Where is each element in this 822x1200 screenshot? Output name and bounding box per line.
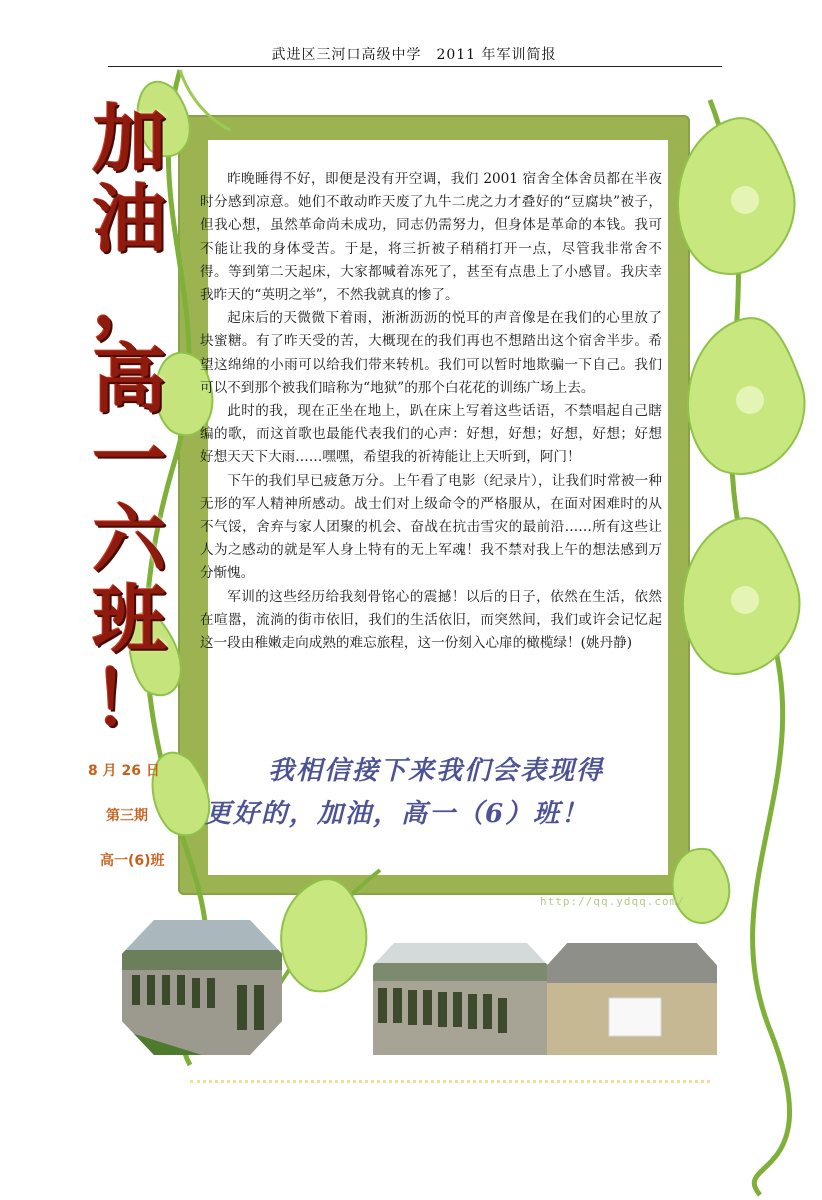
article-paragraph: 下午的我们早已疲惫万分。上午看了电影（纪录片），让我们时常被一种无形的军人精神所感动。战士们对上级命令的严格服从，在面对困难时的从不气馁，舍弃与家人团聚的机会、奋战在抗击雪灾的最前沿……所有这些让人为之感动的就是军人身上特有的无上军魂！我不禁对我上午的想法感到万分惭愧。 bbox=[200, 472, 662, 582]
training-photo-1 bbox=[122, 920, 282, 1055]
issue-number: 第三期 bbox=[106, 808, 148, 824]
training-photo-2 bbox=[373, 943, 548, 1055]
big-title-char: 班 bbox=[92, 577, 167, 663]
bottom-dotted-border bbox=[190, 1080, 710, 1083]
big-title-char: 油 bbox=[92, 177, 167, 263]
big-title-char: ， bbox=[92, 257, 167, 343]
newsletter-header: 武进区三河口高级中学 2011 年军训简报 bbox=[271, 47, 557, 63]
big-title bbox=[82, 97, 177, 743]
article-paragraph: 昨晚睡得不好，即便是没有开空调，我们 2001 宿舍全体舍员都在半夜时分感到凉意。她们不敢动昨天废了九牛二虎之力才叠好的“豆腐块”被子，但我心想，虽然革命尚未成功，同志仍需努力，但身体是革命的本钱。我可不能让我的身体受苦。于是，将三折被子稍稍打开一点，尽管我非常舍不得。等到第二天起床，大家都喊着冻死了，甚至有点患上了小感冒。我庆幸我昨天的“英明之举”，不然我就真的惨了。 bbox=[200, 171, 662, 304]
article-paragraph: 起床后的天微微下着雨，淅淅沥沥的悦耳的声音像是在我们的心里放了块蜜糖。有了昨天受的苦，大概现在的我们再也不想踏出这个宿舍半步。希望这绵绵的小雨可以给我们带来转机。我们可以暂时地欺骗一下自己。我们可以不到那个被我们暗称为“地狱”的那个白花花的训练广场上去。 bbox=[200, 310, 662, 396]
closing-line-1: 我相信接下来我们会表现得 bbox=[268, 756, 605, 786]
big-title-char: ！ bbox=[92, 657, 167, 743]
article-body bbox=[200, 168, 662, 655]
big-title-char: 六 bbox=[92, 497, 167, 583]
article-paragraph: 军训的这些经历给我刻骨铭心的震撼！以后的日子，依然在生活，依然在喧嚣，流淌的街市依旧，我们的生活依旧，而突然间，我们或许会记忆起这一段由稚嫩走向成熟的难忘旅程，这一份刻入心扉的橄榄绿！(姚丹静) bbox=[200, 588, 662, 652]
issue-date: 8 月 26 日 bbox=[88, 763, 160, 779]
big-title-char: 高 bbox=[92, 337, 167, 423]
closing-line-2: 更好的，加油，高一（6）班！ bbox=[205, 799, 590, 829]
article-paragraph: 此时的我，现在正坐在地上，趴在床上写着这些话语，不禁唱起自己瞎编的歌，而这首歌也最能代表我们的心声：好想，好想；好想，好想；好想好想天天下大雨……嘿嘿，希望我的祈祷能让上天听到，阿门！ bbox=[200, 403, 662, 466]
big-title-char: 加 bbox=[92, 97, 167, 183]
class-name: 高一(6)班 bbox=[100, 853, 165, 869]
watermark-url: http://qq.ydqq.com/ bbox=[540, 895, 685, 908]
folded-quilt-photo bbox=[547, 943, 717, 1055]
big-title-char: 一 bbox=[92, 417, 167, 503]
